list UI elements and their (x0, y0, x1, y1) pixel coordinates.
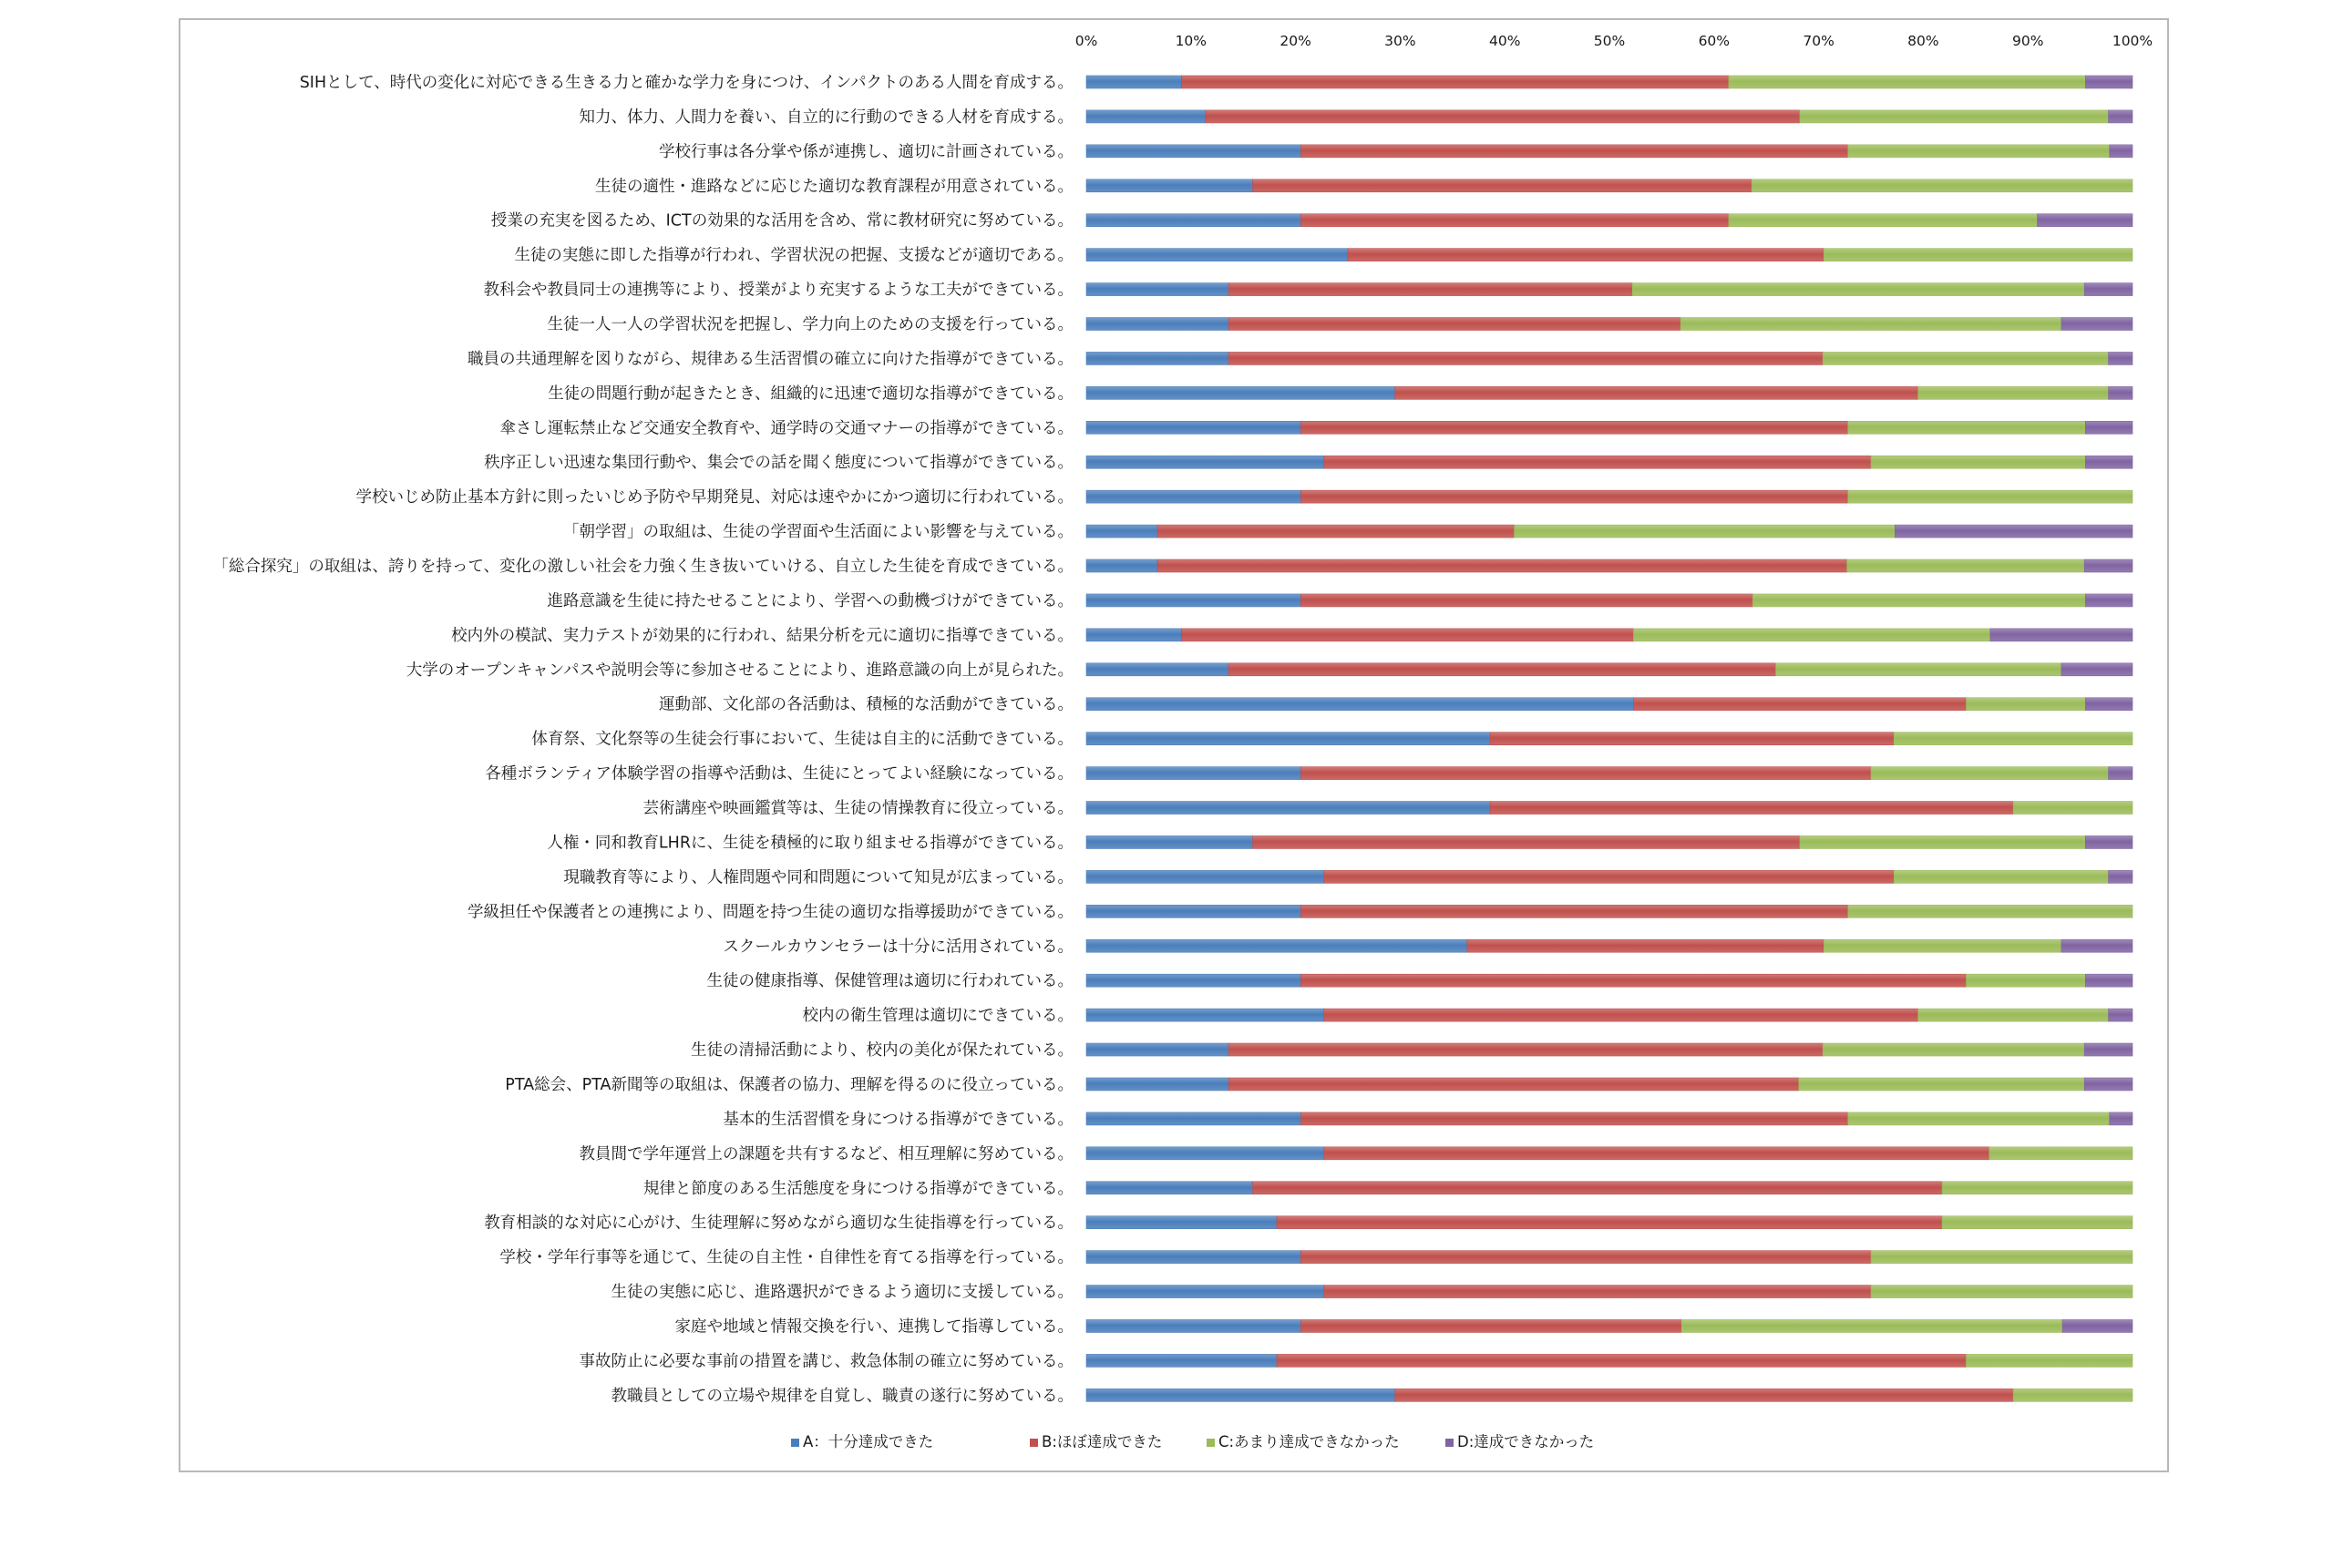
bar-segment (1086, 559, 1157, 572)
bar-segment (1799, 1078, 2084, 1091)
bar-segment (1300, 594, 1752, 607)
category-label: 事故防止に必要な事前の措置を講じ、救急体制の確立に努めている。 (579, 1352, 1074, 1371)
bar-segment (2110, 145, 2133, 158)
bar-segment (1752, 179, 2133, 192)
legend (791, 1433, 1594, 1450)
bar-segment (2085, 76, 2133, 88)
bar-segment (1776, 663, 2061, 676)
bar-segment (1086, 145, 1300, 158)
bar-segment (1871, 1251, 2133, 1264)
bar-segment (1324, 870, 1895, 883)
bar-segment (1086, 283, 1228, 296)
legend-label: A：十分達成できた (803, 1433, 934, 1450)
bar-segment (1800, 110, 2109, 123)
bar-segment (1966, 1354, 2133, 1367)
category-label: 校内の衛生管理は適切にできている。 (802, 1007, 1074, 1026)
bar-segment (1086, 421, 1300, 434)
bar-segment (1467, 939, 1824, 952)
bar-segment (1086, 456, 1324, 468)
bar-segment (1206, 110, 1800, 123)
bar-segment (1228, 1043, 1823, 1056)
category-labels (212, 74, 1074, 1405)
bar-segment (1918, 386, 2109, 399)
category-label: PTA総会、PTA新聞等の取組は、保護者の協力、理解を得るのに役立っている。 (505, 1075, 1074, 1094)
bar-segment (1300, 1112, 1847, 1125)
bar-segment (1871, 1286, 2133, 1298)
bar-segment (1228, 352, 1823, 364)
legend-swatch (1030, 1439, 1038, 1447)
category-label: 学校行事は各分掌や係が連携し、適切に計画されている。 (659, 142, 1074, 161)
x-tick-label: 50% (1593, 33, 1626, 49)
bar-segment (2109, 1009, 2133, 1021)
bar-segment (1086, 1112, 1300, 1125)
category-label: スクールカウンセラーは十分に活用されている。 (723, 938, 1074, 957)
category-label: 基本的生活習慣を身につける指導ができている。 (723, 1110, 1074, 1129)
x-tick-label: 30% (1384, 33, 1416, 49)
x-tick-label: 80% (1907, 33, 1939, 49)
bar-segment (1490, 802, 2013, 815)
category-label: 秩序正しい迅速な集団行動や、集会での話を聞く態度について指導ができている。 (484, 454, 1074, 473)
bar-segment (1086, 1354, 1277, 1367)
bar-segment (1681, 1319, 2062, 1332)
bar-segment (1157, 525, 1514, 538)
bar-segment (1300, 1319, 1681, 1332)
legend-swatch (1207, 1439, 1215, 1447)
category-label: 学校・学年行事等を通じて、生徒の自主性・自律性を育てる指導を行っている。 (499, 1248, 1074, 1267)
chart-frame (179, 18, 2169, 1472)
bar-segment (2109, 386, 2133, 399)
bar-segment (2085, 974, 2133, 987)
bar-segment (1824, 939, 2061, 952)
bar-segment (1086, 1216, 1277, 1229)
bar-segment (1300, 490, 1847, 503)
bar-segment (1277, 1354, 1967, 1367)
bar-segment (2109, 870, 2133, 883)
category-label: SIHとして、時代の変化に対応できる生きる力と確かな学力を身につけ、インパクトのある人間を育成する。 (299, 74, 1074, 92)
bar-segment (1942, 1216, 2133, 1229)
bar-segment (1918, 1009, 2109, 1021)
bar-segment (1253, 1182, 1943, 1194)
bar-segment (2084, 559, 2133, 572)
bar-segment (1086, 318, 1228, 331)
bar-segment (1086, 249, 1348, 261)
category-label: 「朝学習」の取組は、生徒の学習面や生活面によい影響を与えている。 (563, 523, 1074, 542)
bar-segment (1086, 1319, 1300, 1332)
bar-segment (1324, 1009, 1918, 1021)
bar-segment (2084, 1078, 2133, 1091)
bar-segment (1086, 939, 1467, 952)
x-tick-label: 0% (1074, 33, 1098, 49)
bar-segment (1300, 1251, 1871, 1264)
category-label: 知力、体力、人間力を養い、自立的に行動のできる人材を育成する。 (579, 108, 1074, 127)
bar-segment (1966, 698, 2085, 711)
category-label: 生徒一人一人の学習状況を把握し、学力向上のための支援を行っている。 (547, 315, 1074, 334)
bar-segment (1086, 1009, 1324, 1021)
bar-segment (1848, 1112, 2110, 1125)
bar-segment (1086, 490, 1300, 503)
bar-segment (1086, 698, 1633, 711)
bar-segment (1823, 1043, 2084, 1056)
bar-segment (1086, 802, 1490, 815)
bar-segment (1086, 905, 1300, 917)
bar-segment (2061, 318, 2133, 331)
bar-segment (2062, 1319, 2133, 1332)
bar-segment (1989, 1147, 2133, 1160)
legend-swatch (791, 1439, 799, 1447)
category-label: 芸術講座や映画鑑賞等は、生徒の情操教育に役立っている。 (642, 799, 1074, 818)
bar-segment (1086, 76, 1181, 88)
bar-segment (2013, 802, 2133, 815)
bar-segment (1086, 629, 1181, 641)
bar-segment (1086, 870, 1324, 883)
category-label: 家庭や地域と情報交換を行い、連携して指導している。 (674, 1317, 1074, 1337)
bar-segment (1632, 283, 2084, 296)
bar-segment (1823, 352, 2108, 364)
legend-label: C:あまり達成できなかった (1218, 1433, 1400, 1450)
bar-segment (1824, 249, 2133, 261)
bar-segment (1966, 974, 2085, 987)
bar-segment (2084, 283, 2133, 296)
bar-segment (2085, 456, 2133, 468)
bar-segment (2085, 835, 2133, 848)
category-label: 生徒の問題行動が起きたとき、組織的に迅速で適切な指導ができている。 (548, 384, 1074, 404)
bar-segment (1348, 249, 1824, 261)
x-axis-ticks (1075, 33, 2153, 49)
bar-segment (1729, 76, 2085, 88)
bar-segment (2109, 110, 2133, 123)
bar-segment (1086, 1389, 1395, 1401)
bar-segment (1942, 1182, 2133, 1194)
category-label: 大学のオープンキャンパスや説明会等に参加させることにより、進路意識の向上が見られた。 (406, 661, 1074, 680)
category-label: 学校いじめ防止基本方針に則ったいじめ予防や早期発見、対応は速やかにかつ適切に行われている。 (355, 488, 1074, 507)
bar-segment (1228, 1078, 1799, 1091)
category-label: 進路意識を生徒に持たせることにより、学習への動機づけができている。 (547, 591, 1074, 610)
bar-segment (1228, 318, 1680, 331)
bar-segment (1086, 214, 1300, 227)
bar-segment (1086, 974, 1300, 987)
category-label: 傘さし運転禁止など交通安全教育や、通学時の交通マナーの指導ができている。 (499, 419, 1074, 438)
category-label: 教科会や教員同士の連携等により、授業がより充実するような工夫ができている。 (483, 281, 1074, 300)
bar-segment (1228, 283, 1632, 296)
bar-segment (1395, 386, 1918, 399)
category-label: 各種ボランティア体験学習の指導や活動は、生徒にとってよい経験になっている。 (485, 764, 1074, 784)
x-tick-label: 90% (2011, 33, 2044, 49)
bar-segment (2085, 421, 2133, 434)
stacked-bar-chart (180, 20, 2171, 1474)
bar-segment (1253, 835, 1800, 848)
bar-segment (1300, 974, 1966, 987)
bar-segment (2084, 1043, 2133, 1056)
bar-segment (1086, 110, 1206, 123)
category-label: 職員の共通理解を図りながら、規律ある生活習慣の確立に向けた指導ができている。 (468, 350, 1074, 369)
category-label: 人権・同和教育LHRに、生徒を積極的に取り組ませる指導ができている。 (547, 834, 1074, 853)
bar-segment (1300, 145, 1847, 158)
category-label: 生徒の適性・進路などに応じた適切な教育課程が用意されている。 (595, 177, 1074, 196)
bar-segment (2085, 594, 2133, 607)
bar-segment (1086, 1078, 1228, 1091)
bar-segment (2061, 663, 2133, 676)
bar-segment (2109, 767, 2133, 780)
bar-segment (1515, 525, 1896, 538)
bar-segment (1277, 1216, 1942, 1229)
bar-segment (1300, 214, 1729, 227)
bar-segment (1300, 905, 1847, 917)
category-label: 教職員としての立場や規律を自覚し、職責の遂行に努めている。 (611, 1387, 1074, 1406)
bar-segment (1300, 421, 1847, 434)
bar-segment (1086, 386, 1395, 399)
bar-segment (1729, 214, 2038, 227)
category-label: 校内外の模試、実力テストが効果的に行われ、結果分析を元に適切に指導できている。 (451, 626, 1074, 645)
bar-segment (1300, 767, 1871, 780)
bar-segment (2110, 1112, 2133, 1125)
bar-segment (1490, 733, 1894, 745)
bar-segment (1086, 1251, 1300, 1264)
category-label: 生徒の健康指導、保健管理は適切に行われている。 (706, 972, 1074, 991)
bar-segment (1086, 179, 1253, 192)
x-tick-label: 40% (1488, 33, 1521, 49)
bar-segment (1086, 767, 1300, 780)
bar-segment (1752, 594, 2085, 607)
bar-segment (1848, 421, 2086, 434)
bar-segment (2109, 352, 2133, 364)
bar-segment (1871, 456, 2085, 468)
bar-segment (1395, 1389, 2013, 1401)
bar-segment (1181, 76, 1728, 88)
bar-segment (1680, 318, 2061, 331)
category-label: 生徒の実態に応じ、進路選択ができるよう適切に支援している。 (611, 1283, 1074, 1302)
bar-segment (2061, 939, 2133, 952)
category-label: 「総合探究」の取組は、誇りを持って、変化の激しい社会を力強く生き抜いていける、自立した生徒を育成できている。 (212, 558, 1074, 577)
bar-segment (1895, 525, 2133, 538)
bar-segment (2038, 214, 2133, 227)
category-label: 生徒の実態に即した指導が行われ、学習状況の把握、支援などが適切である。 (514, 246, 1074, 265)
x-tick-label: 100% (2112, 33, 2153, 49)
bar-segment (1848, 905, 2133, 917)
x-tick-label: 60% (1698, 33, 1731, 49)
bar-segment (1086, 525, 1157, 538)
bar-segment (1086, 835, 1253, 848)
bar-segment (1228, 663, 1775, 676)
bar-segment (1086, 1147, 1324, 1160)
bar-segment (1848, 145, 2110, 158)
bar-segment (1324, 1147, 1989, 1160)
category-label: 運動部、文化部の各活動は、積極的な活動ができている。 (659, 695, 1074, 714)
bar-segment (1086, 352, 1228, 364)
bar-segment (1633, 629, 1989, 641)
bar-segment (1086, 663, 1228, 676)
category-label: 教育相談的な対応に心がけ、生徒理解に努めながら適切な生徒指導を行っている。 (484, 1214, 1074, 1233)
bar-segment (1990, 629, 2133, 641)
category-label: 規律と節度のある生活態度を身につける指導ができている。 (642, 1179, 1074, 1198)
bar-segment (1324, 456, 1871, 468)
bar-segment (1633, 698, 1966, 711)
bar-segment (1157, 559, 1847, 572)
bar-segment (1800, 835, 2085, 848)
bar-segment (1894, 733, 2133, 745)
legend-label: D:達成できなかった (1457, 1433, 1595, 1450)
bar-segment (1894, 870, 2108, 883)
bar-segment (2013, 1389, 2133, 1401)
category-label: 授業の充実を図るため、ICTの効果的な活用を含め、常に教材研究に努めている。 (490, 211, 1074, 231)
legend-swatch (1445, 1439, 1454, 1447)
category-label: 教員間で学年運営上の課題を共有するなど、相互理解に努めている。 (579, 1144, 1074, 1163)
category-label: 現職教育等により、人権問題や同和問題について知見が広まっている。 (563, 868, 1074, 887)
bar-segment (2085, 698, 2133, 711)
bar-segment (1324, 1286, 1871, 1298)
bar-segment (1253, 179, 1752, 192)
bar-segment (1848, 490, 2133, 503)
bar-segment (1086, 733, 1490, 745)
category-label: 学級担任や保護者との連携により、問題を持つ生徒の適切な指導援助ができている。 (468, 903, 1074, 922)
x-tick-label: 70% (1803, 33, 1835, 49)
bar-segment (1086, 1043, 1228, 1056)
bar-segment (1181, 629, 1633, 641)
bar-segment (1871, 767, 2109, 780)
bar-segment (1086, 1286, 1324, 1298)
bar-segment (1086, 594, 1300, 607)
bars (1086, 76, 2133, 1401)
category-label: 生徒の清掃活動により、校内の美化が保たれている。 (691, 1041, 1074, 1061)
category-label: 体育祭、文化祭等の生徒会行事において、生徒は自主的に活動できている。 (531, 730, 1074, 749)
x-tick-label: 10% (1175, 33, 1208, 49)
bar-segment (1847, 559, 2085, 572)
bar-segment (1086, 1182, 1253, 1194)
legend-label: B:ほぼ達成できた (1042, 1433, 1163, 1450)
x-tick-label: 20% (1280, 33, 1311, 49)
